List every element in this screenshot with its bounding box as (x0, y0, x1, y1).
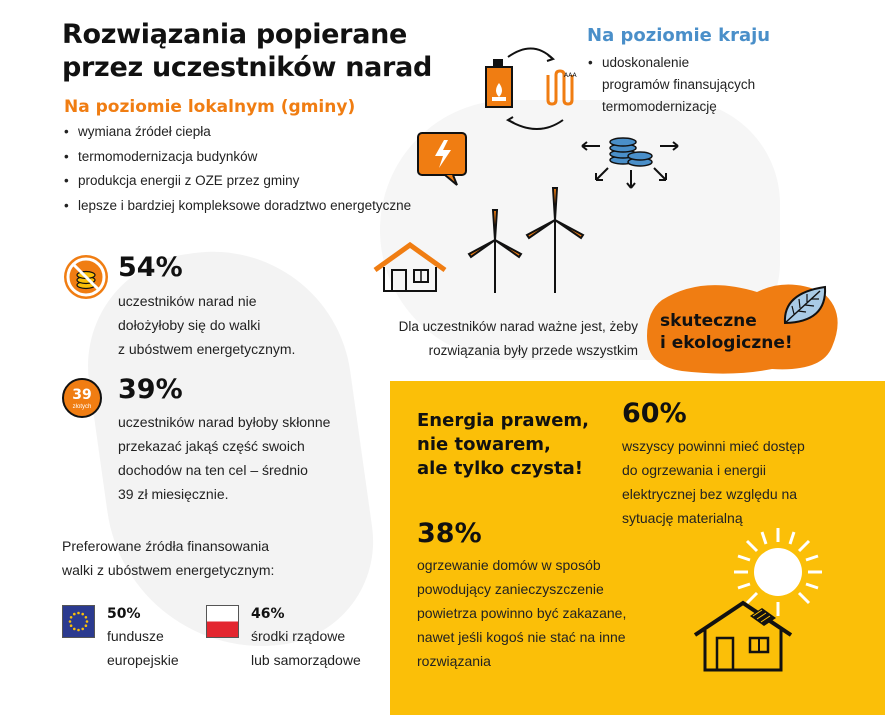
stat-line: do ogrzewania i energii (622, 462, 766, 478)
slogan-line: nie towarem, (417, 434, 551, 455)
list-item: • wymiana źródeł ciepła (64, 120, 411, 145)
stat-line: dołożyłoby się do walki (118, 317, 261, 333)
national-heading: Na poziomie kraju (587, 25, 771, 46)
sources-intro (62, 534, 274, 582)
slogan (417, 409, 589, 481)
stat-line: elektrycznej bez względu na (622, 486, 798, 502)
stat-39-text (118, 410, 330, 506)
national-item: • udoskonalenie programów finansujących termomodernizację (588, 52, 755, 118)
gov-pct: 46% (251, 606, 285, 622)
list-item: • produkcja energii z OZE przez gminy (64, 169, 411, 194)
poland-flag-icon (206, 605, 239, 638)
stat-60-pct: 60% (622, 398, 687, 429)
stat-line: uczestników narad nie (118, 293, 257, 309)
leaf-icon (780, 283, 830, 328)
badge-line: i ekologiczne! (660, 333, 793, 353)
coin-39-icon (62, 378, 102, 418)
page-title (62, 18, 432, 84)
stat-38-text (417, 553, 626, 673)
lightning-icon (415, 130, 470, 190)
list-item: • lepsze i bardziej kompleksowe doradztwo energetyczne (64, 194, 411, 219)
sources-line: Preferowane źródła finansowania (62, 538, 270, 554)
gov-source (251, 604, 361, 672)
slogan-line: Energia prawem, (417, 410, 590, 431)
title-line: przez uczestników narad (62, 52, 433, 83)
eu-line: fundusze (107, 628, 164, 644)
eu-line: europejskie (107, 652, 179, 668)
sources-line: walki z ubóstwem energetycznym: (62, 562, 275, 578)
stat-line: przekazać jakąś część swoich (118, 438, 305, 454)
stat-line: rozwiązania (417, 653, 491, 669)
no-coins-icon (62, 253, 110, 301)
stat-line: uczestników narad byłoby skłonne (118, 414, 331, 430)
stat-line: 39 zł miesięcznie. (118, 486, 229, 502)
national-line: udoskonalenie (602, 55, 690, 70)
stat-54-text (118, 289, 295, 361)
clean-line: rozwiązania były przede wszystkim (428, 343, 638, 358)
house-icon (370, 240, 450, 295)
national-line: programów finansujących (602, 77, 756, 92)
coin-number: 39 (72, 387, 92, 403)
clean-statement (360, 315, 638, 363)
gov-line: środki rządowe (251, 628, 346, 644)
stat-line: dochodów na ten cel – średnio (118, 462, 308, 478)
stat-39-pct: 39% (118, 374, 183, 405)
local-heading: Na poziomie lokalnym (gminy) (64, 97, 356, 117)
slogan-line: ale tylko czysta! (417, 458, 583, 479)
list-item: • termomodernizacja budynków (64, 145, 411, 170)
eu-flag-icon (62, 605, 95, 638)
badge-text (660, 310, 793, 354)
stat-line: wszyscy powinni mieć dostęp (622, 438, 805, 454)
eu-source (107, 604, 179, 672)
badge-line: skuteczne (660, 311, 757, 331)
heating-cycle-icon (478, 45, 588, 135)
stat-38-pct: 38% (417, 518, 482, 549)
title-line: Rozwiązania popierane (62, 19, 408, 50)
national-line: termomodernizację (602, 99, 717, 114)
clean-line: Dla uczestników narad ważne jest, żeby (398, 319, 638, 334)
stat-54-pct: 54% (118, 252, 183, 283)
local-list (64, 120, 411, 218)
radiator-label: AAA (564, 72, 577, 79)
stat-line: sytuację materialną (622, 510, 743, 526)
wind-turbine-icon (465, 185, 595, 295)
stat-60-text (622, 434, 805, 530)
gov-line: lub samorządowe (251, 652, 361, 668)
stat-line: powietrza powinno być zakazane, (417, 605, 627, 621)
stat-line: ogrzewanie domów w sposób (417, 557, 601, 573)
stat-line: nawet jeśli kogoś nie stać na inne (417, 629, 626, 645)
stat-line: z ubóstwem energetycznym. (118, 341, 296, 357)
stat-line: powodujący zanieczyszczenie (417, 581, 604, 597)
sun-house-icon (690, 520, 840, 680)
eu-pct: 50% (107, 606, 141, 622)
coin-unit: złotych (72, 404, 92, 410)
